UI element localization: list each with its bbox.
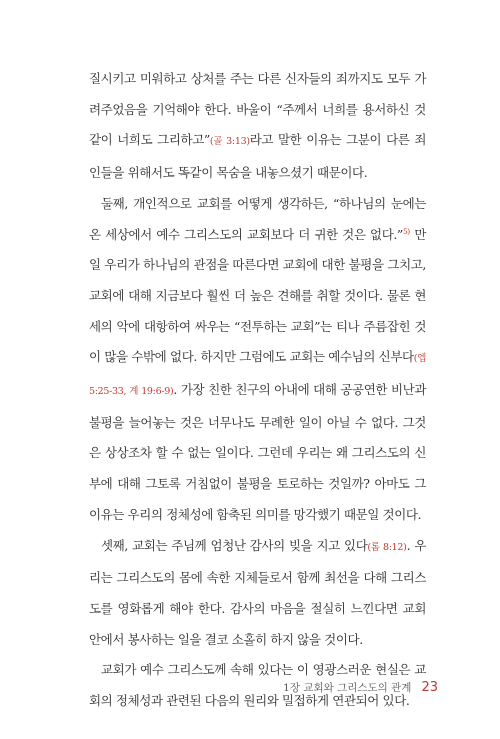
paragraph — [89, 531, 426, 656]
page-number: 23 — [421, 680, 438, 695]
scripture-reference: (롬 8:12) — [367, 541, 407, 553]
page-body — [89, 64, 426, 717]
scripture-reference: (엡 5:25-33, 계 19:6-9) — [89, 353, 426, 398]
paragraph-text: . 가장 친한 친구의 아내에 대해 공공연한 비난과 불평을 늘어놓는 것은 너무나도 무례한 일이 아닐 수 없다. 그것은 상상조차 할 수 없는 일이다. 그런데 우리는 왜 그리스도의 신부에 대해 그토록 거침없이 불평을 토로하는 것일까? 아마도 그 이유는 우리의 정체성에 함축된 의미를 망각했기 때문일 것이다. — [89, 382, 426, 522]
paragraph-text: 둘째, 개인적으로 교회를 어떻게 생각하든, “하나님의 눈에는 온 세상에서 예수 그리스도의 교회보다 더 귀한 것은 없다.” — [89, 195, 426, 242]
paragraph — [89, 189, 426, 531]
footnote-marker[interactable]: 5) — [402, 226, 410, 236]
scripture-reference: (골 3:13) — [209, 136, 250, 148]
paragraph — [89, 64, 426, 189]
paragraph-text: . 우리는 그리스도의 몸에 속한 지체들로서 함께 최선을 다해 그리스도를 영화롭게 해야 한다. 감사의 마음을 절실히 느낀다면 교회 안에서 봉사하는 일을 결코 소홀히 하지 않을 것이다. — [89, 537, 426, 647]
paragraph-text: 셋째, 교회는 주님께 엄청난 감사의 빚을 지고 있다 — [101, 537, 368, 553]
paragraph-text: 교회가 예수 그리스도께 속해 있다는 이 영광스러운 현실은 교회의 정체성과 관련된 다음의 원리와 밀접하게 연관되어 있다. — [89, 662, 426, 709]
paragraph-text: 만일 우리가 하나님의 관점을 따른다면 교회에 대한 불평을 그치고, 교회에 대해 지금보다 훨씬 더 높은 견해를 취할 것이다. 물론 현세의 악에 대항하여 싸우는 “전투하는 교회”는 티나 주름잡힌 것이 많을 수밖에 없다. 하지만 그럼에도 교회는 예수님의 신부다 — [89, 226, 426, 365]
page-footer — [283, 680, 438, 695]
running-chapter-title: 1장 교회와 그리스도의 관계 — [283, 682, 412, 694]
paragraph-text: 라고 말한 이유는 그분이 다른 죄인들을 위해서도 똑같이 목숨을 내놓으셨기 때문이다. — [89, 132, 426, 181]
paragraph-text: 질시키고 미워하고 상처를 주는 다른 신자들의 죄까지도 모두 가려주었음을 기억해야 한다. 바울이 “주께서 너희를 용서하신 것 같이 너희도 그리하고” — [89, 71, 426, 148]
